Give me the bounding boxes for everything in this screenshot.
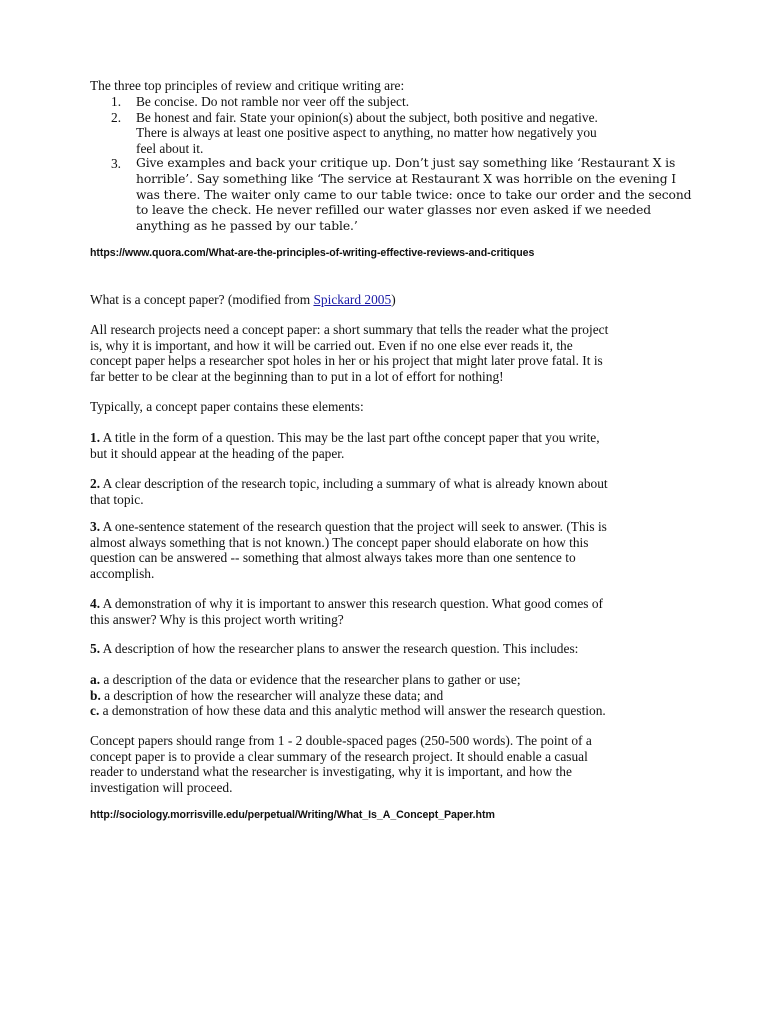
list-number: 2. bbox=[111, 109, 122, 125]
sub-item-c bbox=[90, 703, 690, 719]
sub-item-b bbox=[90, 688, 690, 704]
sub-item-text: a description of the data or evidence that the researcher plans to gather or use; bbox=[100, 672, 521, 687]
list-number: 1. bbox=[111, 94, 122, 109]
paragraph-line: is, why it is important, and how it will be carried out. Even if no one else ever reads it, the bbox=[90, 337, 573, 353]
element-item-5 bbox=[90, 641, 690, 657]
list-line: was there. The waiter only came to our table twice: once to take our order and the second bbox=[136, 187, 692, 202]
element-line: that topic. bbox=[90, 491, 144, 507]
paragraph-line: investigation will proceed. bbox=[90, 779, 233, 795]
element-item-2 bbox=[90, 476, 690, 507]
paragraph-line: concept paper helps a researcher spot holes in her or his project that might later prove fatal. It is bbox=[90, 353, 603, 369]
list-line: There is always at least one positive aspect to anything, no matter how negatively you bbox=[136, 125, 597, 141]
spickard-link[interactable]: Spickard 2005 bbox=[313, 292, 392, 307]
element-item-1 bbox=[90, 430, 690, 461]
element-number: 2. bbox=[90, 476, 101, 491]
paragraph-line: reader to understand what the researcher is investigating, why it is important, and how the bbox=[90, 764, 572, 780]
element-number: 3. bbox=[90, 519, 101, 534]
list-line: horrible’. Say something like ‘The service at Restaurant X was horrible on the evening I bbox=[136, 171, 677, 186]
element-line: almost always something that is not known.) The concept paper should elaborate on how this bbox=[90, 534, 589, 550]
element-number: 5. bbox=[90, 641, 101, 656]
sub-item-text: a description of how the researcher will analyze these data; and bbox=[100, 687, 444, 703]
concept-paper-intro bbox=[90, 322, 690, 384]
element-line: but it should appear at the heading of the paper. bbox=[90, 445, 345, 461]
list-item bbox=[90, 110, 690, 157]
concept-paper-length bbox=[90, 733, 690, 795]
sub-item-letter: a. bbox=[90, 672, 101, 687]
list-line: Be honest and fair. State your opinion(s) about the subject, both positive and negative. bbox=[136, 109, 598, 125]
sub-item-a bbox=[90, 672, 690, 688]
list-line: feel about it. bbox=[136, 140, 204, 156]
source-url-quora[interactable]: https://www.quora.com/What-are-the-principles-of-writing-effective-reviews-and-critiques bbox=[90, 247, 535, 259]
list-item bbox=[90, 156, 690, 234]
element-item-3 bbox=[90, 519, 690, 581]
list-line: Give examples and back your critique up. Don’t just say something like ‘Restaurant X is bbox=[136, 156, 676, 171]
element-line: A clear description of the research topic, including a summary of what is already known about bbox=[100, 476, 608, 491]
element-line: A description of how the researcher plans to answer the research question. This includes: bbox=[100, 641, 579, 656]
source-url-morrisville[interactable]: http://sociology.morrisville.edu/perpetual/Writing/What_Is_A_Concept_Paper.htm bbox=[90, 809, 495, 821]
sub-item-list bbox=[90, 672, 690, 719]
list-line: Be concise. Do not ramble nor veer off the subject. bbox=[136, 94, 410, 109]
paragraph-line: Concept papers should range from 1 - 2 double-spaced pages (250-500 words). The point of a bbox=[90, 733, 592, 748]
principles-list bbox=[90, 94, 690, 234]
sub-item-text: a demonstration of how these data and this analytic method will answer the research question. bbox=[99, 703, 606, 719]
element-line: accomplish. bbox=[90, 565, 155, 581]
list-line: to leave the check. He never refilled our water glasses nor even asked if we needed bbox=[136, 203, 652, 218]
element-number: 4. bbox=[90, 596, 101, 611]
sub-item-letter: c. bbox=[90, 703, 100, 719]
element-line: A title in the form of a question. This may be the last part ofthe concept paper that you write, bbox=[100, 430, 600, 445]
element-line: this answer? Why is this project worth writing? bbox=[90, 611, 344, 627]
principles-intro: The three top principles of review and critique writing are: bbox=[90, 78, 405, 93]
list-number: 3. bbox=[111, 156, 121, 172]
element-number: 1. bbox=[90, 430, 101, 445]
element-line: question can be answered -- something that almost always takes more than one sentence to bbox=[90, 550, 576, 566]
elements-intro: Typically, a concept paper contains these elements: bbox=[90, 399, 364, 414]
document-page bbox=[90, 0, 690, 1024]
list-item bbox=[90, 94, 690, 110]
element-line: A demonstration of why it is important to answer this research question. What good comes of bbox=[100, 596, 603, 611]
paragraph-line: far better to be clear at the beginning than to put in a lot of effort for nothing! bbox=[90, 368, 504, 384]
concept-paper-heading bbox=[90, 292, 690, 308]
element-item-4 bbox=[90, 596, 690, 627]
heading-text: What is a concept paper? (modified from bbox=[90, 292, 314, 307]
element-line: A one-sentence statement of the research question that the project will seek to answer. (This is bbox=[100, 519, 607, 534]
paragraph-line: All research projects need a concept paper: a short summary that tells the reader what the project bbox=[90, 322, 609, 337]
sub-item-letter: b. bbox=[90, 687, 101, 703]
paragraph-line: concept paper is to provide a clear summary of the research project. It should enable a casual bbox=[90, 748, 588, 764]
list-line: anything as he passed by our table.’ bbox=[136, 218, 358, 233]
heading-close: ) bbox=[391, 292, 396, 307]
